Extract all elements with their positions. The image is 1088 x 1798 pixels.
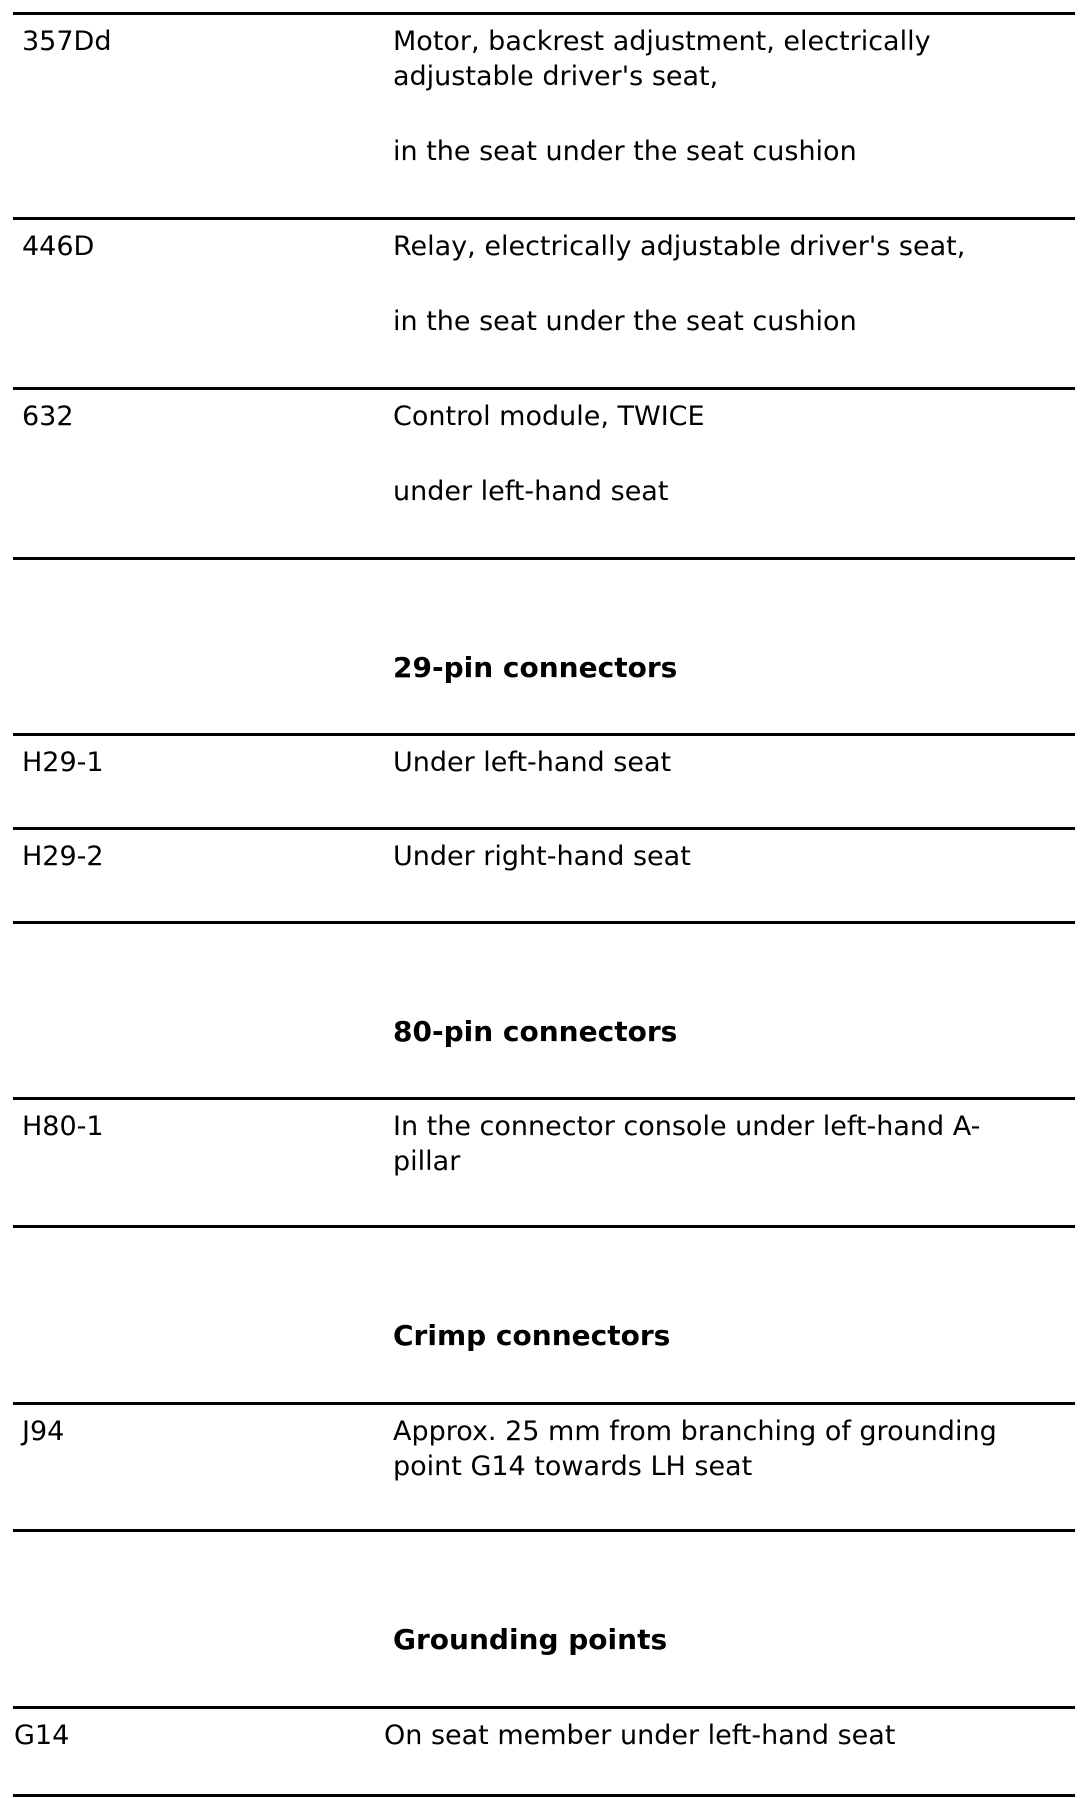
row-divider [13, 557, 1075, 560]
row-desc-357dd-line3: in the seat under the seat cushion [393, 136, 857, 167]
section-heading-crimp: Crimp connectors [393, 1319, 671, 1352]
row-desc-h29-1: Under left-hand seat [393, 747, 672, 778]
row-desc-j94-line1: Approx. 25 mm from branching of grounding [393, 1416, 997, 1447]
row-desc-j94-line2: point G14 towards LH seat [393, 1451, 753, 1482]
row-desc-632-line1: Control module, TWICE [393, 401, 705, 432]
row-desc-357dd-line1: Motor, backrest adjustment, electrically [393, 26, 931, 57]
row-divider [13, 1529, 1075, 1532]
row-desc-h80-1-line1: In the connector console under left-hand A- [393, 1111, 981, 1142]
row-divider [13, 1225, 1075, 1228]
section-heading-grounding: Grounding points [393, 1623, 668, 1656]
row-desc-632-line2: under left-hand seat [393, 476, 669, 507]
row-divider [13, 827, 1075, 830]
row-desc-h80-1-line2: pillar [393, 1146, 461, 1177]
row-divider [13, 1402, 1075, 1405]
row-code-j94: J94 [22, 1416, 65, 1447]
row-code-446d: 446D [22, 231, 95, 262]
row-code-h29-2: H29-2 [22, 841, 104, 872]
row-divider [13, 1794, 1075, 1797]
row-divider [13, 387, 1075, 390]
row-code-h29-1: H29-1 [22, 747, 104, 778]
row-desc-446d-line1: Relay, electrically adjustable driver's seat, [393, 231, 966, 262]
row-divider [13, 217, 1075, 220]
row-desc-446d-line2: in the seat under the seat cushion [393, 306, 857, 337]
row-divider [13, 12, 1075, 15]
row-divider [13, 1706, 1075, 1709]
row-divider [13, 1097, 1075, 1100]
row-desc-g14: On seat member under left-hand seat [384, 1720, 896, 1751]
row-divider [13, 733, 1075, 736]
section-heading-80-pin: 80-pin connectors [393, 1015, 678, 1048]
row-code-357dd: 357Dd [22, 26, 112, 57]
row-desc-357dd-line2: adjustable driver's seat, [393, 61, 719, 92]
row-divider [13, 921, 1075, 924]
row-code-632: 632 [22, 401, 74, 432]
section-heading-29-pin: 29-pin connectors [393, 651, 678, 684]
row-code-h80-1: H80-1 [22, 1111, 104, 1142]
row-desc-h29-2: Under right-hand seat [393, 841, 691, 872]
row-code-g14: G14 [14, 1720, 70, 1751]
